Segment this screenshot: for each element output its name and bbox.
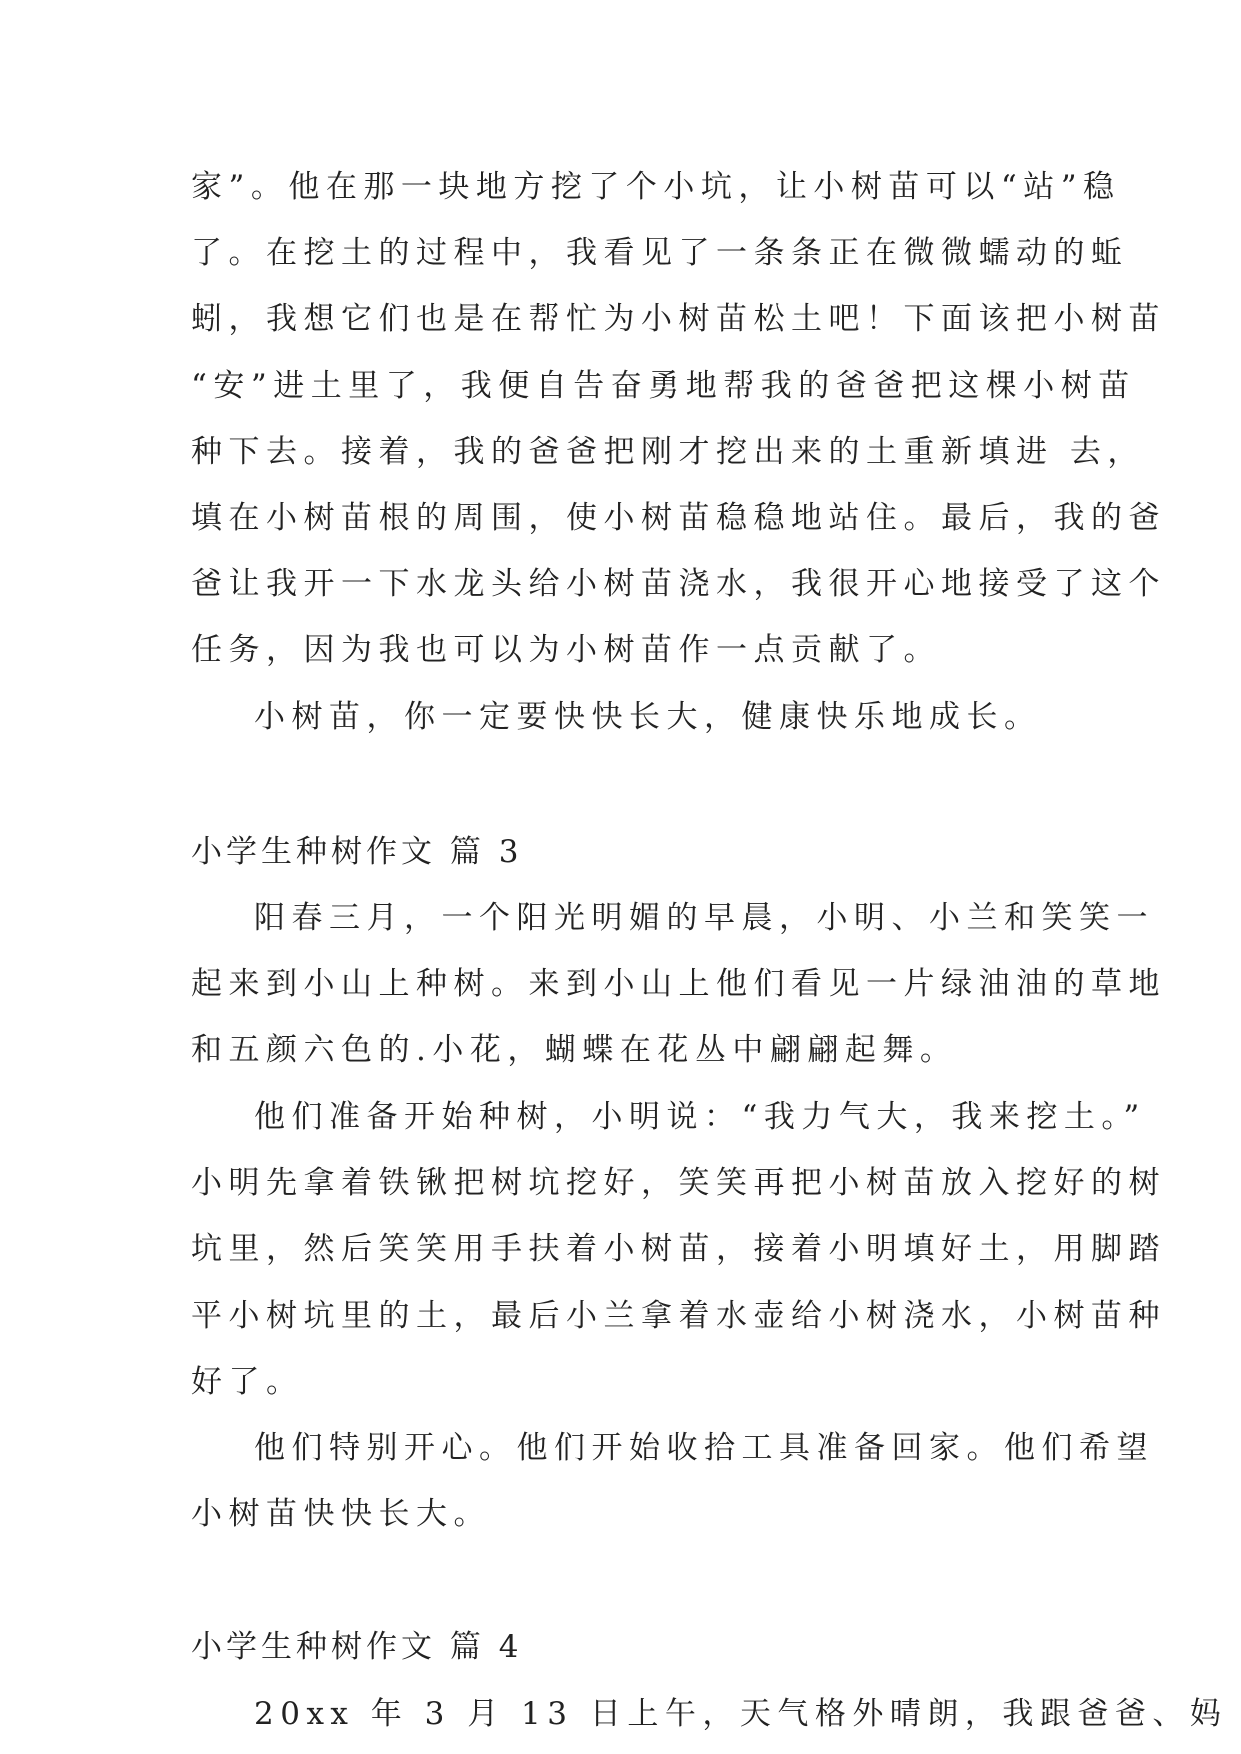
essay-3-heading: 小学生种树作文 篇 3 [191, 834, 523, 870]
essay-2-paragraph-1-line: 填在小树苗根的周围，使小树苗稳稳地站住。最后，我的爸 [191, 500, 1166, 536]
essay-3-paragraph-2-line: 他们准备开始种树，小明说：“我力气大，我来挖土。” [254, 1099, 1146, 1135]
essay-2-paragraph-2-line: 小树苗，你一定要快快长大，健康快乐地成长。 [254, 699, 1042, 735]
essay-3-paragraph-2-line: 平小树坑里的土，最后小兰拿着水壶给小树浇水，小树苗种 [191, 1298, 1166, 1334]
essay-3-paragraph-1-line: 阳春三月，一个阳光明媚的早晨，小明、小兰和笑笑一 [254, 900, 1154, 936]
essay-4-paragraph-1-line: 20xx 年 3 月 13 日上午，天气格外晴朗，我跟爸爸、妈 [254, 1696, 1228, 1732]
essay-4-heading: 小学生种树作文 篇 4 [191, 1629, 523, 1665]
essay-2-paragraph-1-line: 爸让我开一下水龙头给小树苗浇水，我很开心地接受了这个 [191, 566, 1166, 602]
essay-3-paragraph-3-line: 他们特别开心。他们开始收拾工具准备回家。他们希望 [254, 1430, 1154, 1466]
essay-2-paragraph-1-line: 家”。他在那一块地方挖了个小坑，让小树苗可以“站”稳 [191, 169, 1121, 205]
essay-2-paragraph-1-line: 任务，因为我也可以为小树苗作一点贡献了。 [191, 632, 941, 668]
essay-3-paragraph-1-line: 起来到小山上种树。来到小山上他们看见一片绿油油的草地 [191, 966, 1166, 1002]
essay-3-paragraph-3-line: 小树苗快快长大。 [191, 1496, 491, 1532]
essay-2-paragraph-1-line: “安”进土里了，我便自告奋勇地帮我的爸爸把这棵小树苗 [191, 368, 1136, 404]
essay-2-paragraph-1-line: 种下去。接着，我的爸爸把刚才挖出来的土重新填进 去， [191, 434, 1145, 470]
essay-3-paragraph-2-line: 坑里，然后笑笑用手扶着小树苗，接着小明填好土，用脚踏 [191, 1231, 1166, 1267]
essay-2-paragraph-1-line: 了。在挖土的过程中，我看见了一条条正在微微蠕动的蚯 [191, 235, 1129, 271]
essay-3-paragraph-2-line: 好了。 [191, 1364, 304, 1400]
essay-2-paragraph-1-line: 蚓，我想它们也是在帮忙为小树苗松土吧！下面该把小树苗 [191, 301, 1166, 337]
essay-3-paragraph-2-line: 小明先拿着铁锹把树坑挖好，笑笑再把小树苗放入挖好的树 [191, 1165, 1166, 1201]
essay-3-paragraph-1-line: 和五颜六色的.小花，蝴蝶在花丛中翩翩起舞。 [191, 1032, 958, 1068]
